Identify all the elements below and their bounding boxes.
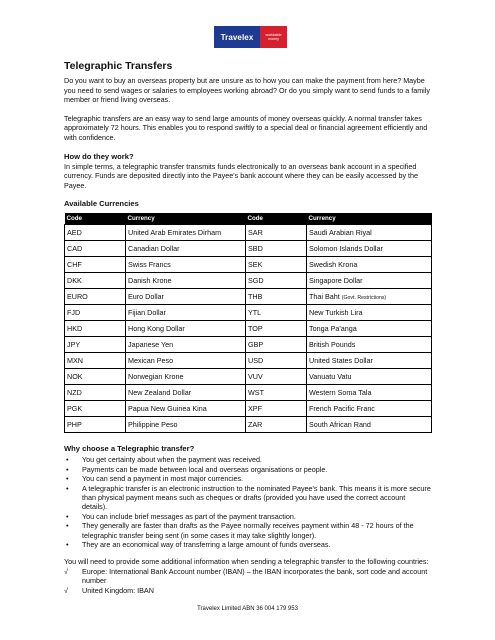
currency-name-cell [126,385,246,401]
currency-code-cell-text: XPF [248,404,262,414]
currency-code-cell-text: SEK [248,260,263,270]
currency-code-cell [65,305,126,321]
currency-code-cell-text: NOK [67,372,83,382]
currency-name-cell [126,225,246,241]
table-row [65,257,432,273]
currency-name-cell-text: Tonga Pa'anga [309,324,357,334]
list-item: • Payments can be made between local and overseas organisations or people. [64,465,432,474]
currency-name-cell-text: United Arab Emirates Dirham [128,228,222,238]
additional-list [64,567,432,595]
table-row [65,417,432,433]
currency-code-cell-text: AED [67,228,82,238]
currency-code-cell-text: THB [248,292,263,302]
currency-name-cell [307,385,432,401]
currency-code-cell [65,337,126,353]
currency-code-cell [246,273,307,289]
col-header-currency: Currency [126,213,246,225]
currency-code-cell-text: USD [248,356,264,366]
col-header-code: Code [246,213,307,225]
currency-code-cell [65,417,126,433]
currency-name-cell [307,369,432,385]
additional-info: You will need to provide some additional information when sending a telegraphic transfer to the following countries: [64,557,429,567]
currency-code-cell-text: HKD [67,324,83,334]
currency-code-cell [65,321,126,337]
currency-code-cell [65,241,126,257]
how-paragraph: In simple terms, a telegraphic transfer transmits funds electronically to an overseas bank account in a specified currency. Funds are deposited directly into the Payee's bank account where they can be easily accessed by the Payee. [64,161,419,190]
currency-name-cell-text: Swedish Krona [309,260,358,270]
document-body [64,60,432,595]
currency-name-cell-text: United States Dollar [309,356,373,366]
currency-name-cell-text: Hong Kong Dollar [128,324,185,334]
currency-name-cell [307,305,432,321]
table-row [65,353,432,369]
currency-name-cell [126,417,246,433]
currency-name-cell-text: Euro Dollar [128,292,164,302]
currency-rows [65,225,432,433]
currency-name-cell [307,401,432,417]
currency-name-cell-text: Japanese Yen [128,340,174,350]
currency-code-cell [65,353,126,369]
list-item: • You get certainty about when the payment was received. [64,455,432,464]
logo-tagline: worldwide money [260,26,287,48]
table-header-row [65,213,432,225]
currency-code-cell [65,385,126,401]
currency-code-cell-text: EURO [67,292,88,302]
currency-name-cell [126,257,246,273]
currency-code-cell-text: TOP [248,324,263,334]
restriction-note: (Govt. Restrictions) [341,295,387,302]
currency-code-cell [246,289,307,305]
currency-name-cell-text: French Pacific Franc [309,404,375,414]
col-header-code: Code [65,213,126,225]
currency-name-cell [126,401,246,417]
col-header-currency: Currency [307,213,432,225]
table-row [65,321,432,337]
how-heading: How do they work? [64,151,134,161]
table-row [65,289,432,305]
currency-name-cell-text: British Pounds [309,340,356,350]
footer: Travelex Limited ABN 36 004 179 953 [197,606,298,612]
currency-code-cell [65,273,126,289]
currency-name-cell [126,273,246,289]
currency-code-cell-text: SGD [248,276,264,286]
currency-code-cell-text: WST [248,388,264,398]
currency-code-cell [65,257,126,273]
currency-code-cell-text: JPY [67,340,81,350]
currency-name-cell-text: Fijian Dollar [128,308,166,318]
currency-name-cell-text: Western Soma Tala [309,388,372,398]
currency-name-cell-text: Singapore Dollar [309,276,363,286]
currency-name-cell [307,289,432,305]
currency-code-cell [246,257,307,273]
currency-code-cell-text: PHP [67,420,82,430]
currency-name-cell-text: Solomon Islands Dollar [309,244,383,254]
currency-name-cell-text: Canadian Dollar [128,244,180,254]
currency-code-cell [246,241,307,257]
currency-code-cell-text: CHF [67,260,82,270]
table-row [65,273,432,289]
table-row [65,385,432,401]
currency-code-cell-text: GBP [248,340,264,350]
currency-code-cell [246,321,307,337]
currency-name-cell-text: Norwegian Krone [128,372,184,382]
table-row [65,369,432,385]
currency-code-cell [246,353,307,369]
currency-code-cell-text: SAR [248,228,263,238]
currency-code-cell [246,385,307,401]
currency-name-cell [126,289,246,305]
currency-name-cell [307,417,432,433]
currency-code-cell-text: YTL [248,308,262,318]
currency-name-cell [126,241,246,257]
table-row [65,241,432,257]
currency-name-cell-text: Saudi Arabian Riyal [309,228,372,238]
currency-code-cell [65,401,126,417]
currency-name-cell [307,225,432,241]
currency-code-cell [246,417,307,433]
currency-name-cell [307,241,432,257]
currency-name-cell-text: Mexican Peso [128,356,174,366]
intro-paragraph-2: Telegraphic transfers are an easy way to send large amounts of money overseas quickly. A normal transfer takes approximately 72 hours. This enables you to respond swiftly to a special deal or financial agreement efficiently and with confidence. [64,113,428,142]
currency-code-cell-text: SBD [248,244,263,254]
currency-name-cell-text: Philippine Peso [128,420,178,430]
currency-name-cell-text: Vanuatu Vatu [309,372,352,382]
currency-code-cell-text: DKK [67,276,82,286]
currency-name-cell-text: Papua New Guinea Kina [128,404,207,414]
currency-code-cell [246,337,307,353]
currency-name-cell [126,321,246,337]
currency-name-cell-text: Danish Krone [128,276,172,286]
check-item: √ Europe: International Bank Account number (IBAN) – the IBAN incorporates the bank, sort code and account number [64,567,432,586]
list-item: • You can include brief messages as part of the payment transaction. [64,512,432,521]
currency-code-cell-text: PGK [67,404,83,414]
travelex-logo [214,26,287,48]
currency-code-cell-text: VUV [248,372,263,382]
currency-name-cell-text: New Zealand Dollar [128,388,192,398]
currency-code-cell [246,369,307,385]
currency-code-cell-text: CAD [67,244,83,254]
currency-table [64,213,432,433]
currency-code-cell [65,225,126,241]
logo-brand: Travelex [214,26,260,48]
table-row [65,337,432,353]
table-row [65,401,432,417]
currency-name-cell [307,321,432,337]
currency-name-cell [126,353,246,369]
currency-name-cell-text: Swiss Francs [128,260,171,270]
currency-code-cell [246,401,307,417]
currency-name-cell [307,353,432,369]
currency-code-cell [246,225,307,241]
currency-code-cell [65,369,126,385]
currency-name-cell [126,337,246,353]
currency-name-cell [307,337,432,353]
page-title: Telegraphic Transfers [64,60,173,72]
currency-name-cell-text: Thai Baht [309,292,340,302]
currency-name-cell-text: New Turkish Lira [309,308,363,318]
table-row [65,225,432,241]
why-heading: Why choose a Telegraphic transfer? [64,444,195,454]
currency-code-cell-text: FJD [67,308,81,318]
table-row [65,305,432,321]
currency-code-cell-text: MXN [67,356,83,366]
intro-paragraph: Do you want to buy an overseas property but are unsure as to how you can make the payment from here? Maybe you need to send wages or salaries to employees working abroad? Or do you simply want to send funds to a family member or friend living overseas. [64,76,430,105]
check-item: √ United Kingdom: IBAN [64,586,432,595]
currency-code-cell-text: ZAR [248,420,263,430]
currency-name-cell-text: South African Rand [309,420,371,430]
currency-name-cell [126,305,246,321]
list-item: • You can send a payment in most major currencies. [64,474,432,483]
list-item: • They are an economical way of transferring a large amount of funds overseas. [64,540,432,549]
currency-name-cell [307,273,432,289]
list-item: • A telegraphic transfer is an electronic instruction to the nominated Payee's bank. This means it is more secure than physical payment means such as cheques or drafts (provided you have used the correct account details). [64,484,432,512]
currency-name-cell [307,257,432,273]
currency-code-cell [65,289,126,305]
why-list [64,455,432,549]
currency-name-cell [126,369,246,385]
list-item: • They generally are faster than drafts as the Payee normally receives payment within 48 - 72 hours of the telegraphic transfer being sent (in some cases it may take slightly longer). [64,521,432,540]
currency-code-cell-text: NZD [67,388,82,398]
currency-code-cell [246,305,307,321]
currencies-heading: Available Currencies [64,199,139,209]
